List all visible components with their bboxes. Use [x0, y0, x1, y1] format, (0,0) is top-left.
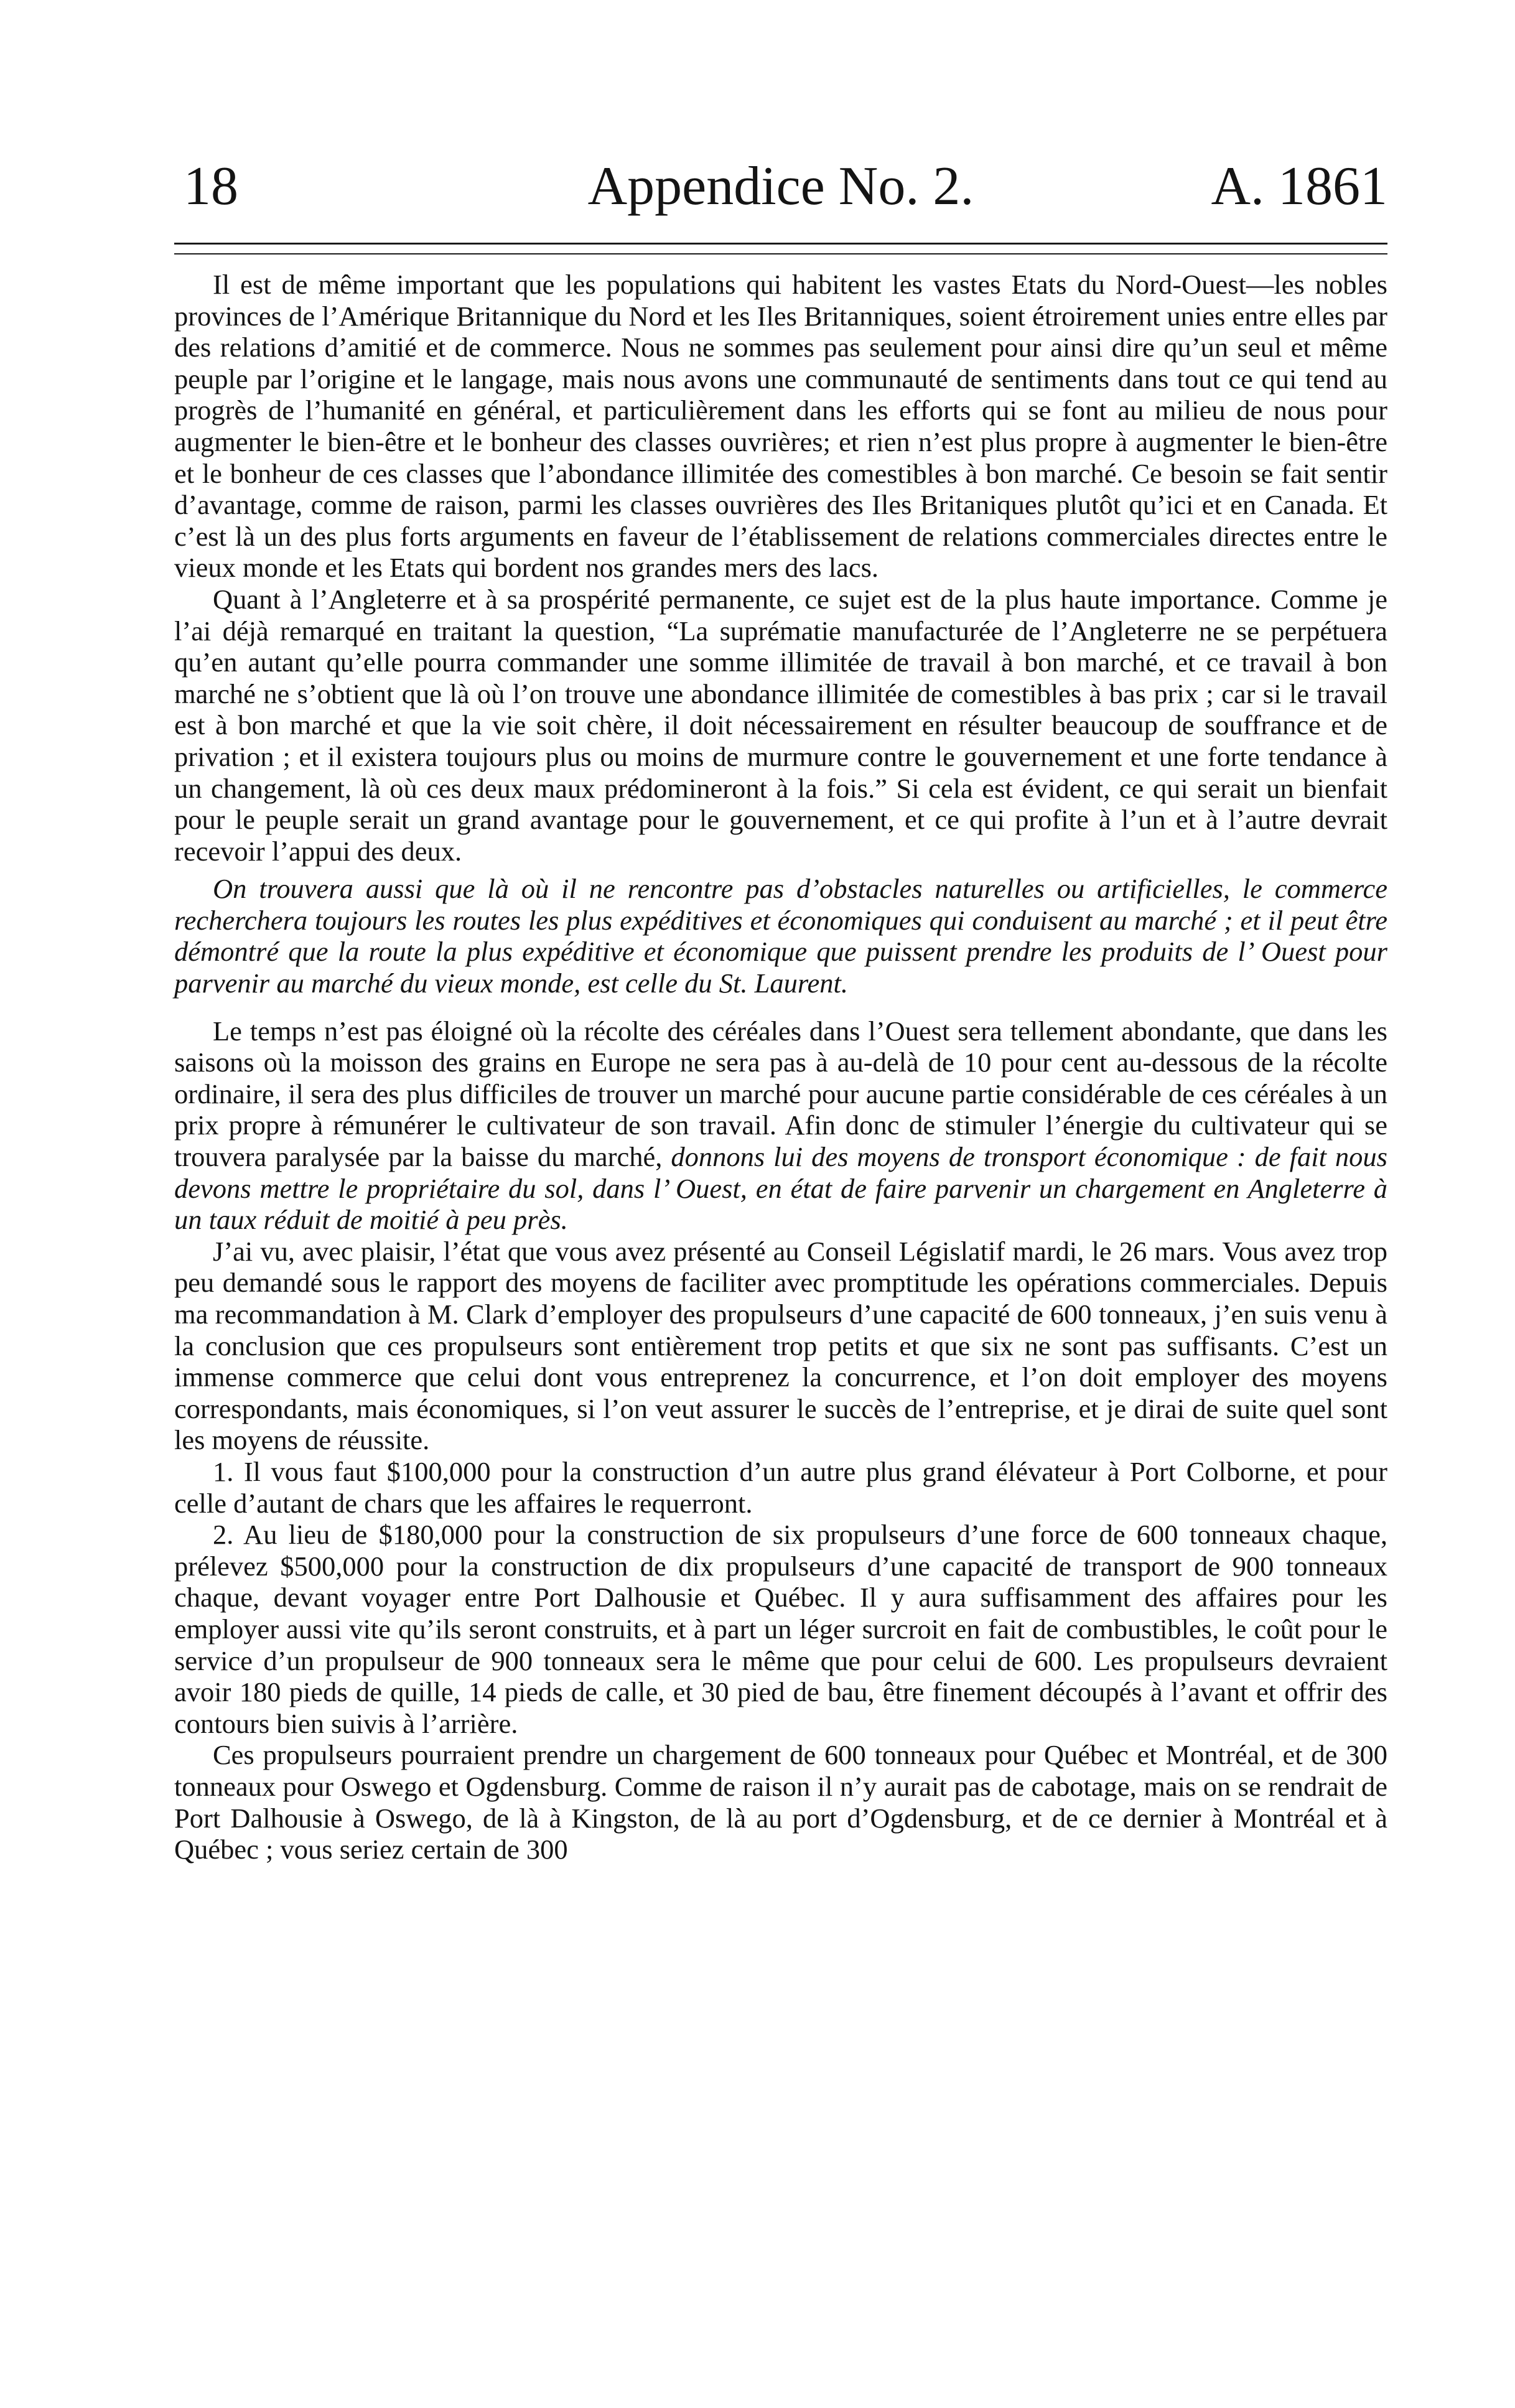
- paragraph: Ces propulseurs pourraient prendre un chargement de 600 tonneaux pour Québec et Montréal, et de 300 tonneaux pour Oswego et Ogdensburg. Comme de raison il n’y aurait pas de cabotage, mais on se rendrait de Port Dalhousie à Oswego, de là à Kingston, de là au port d’Ogdensburg, et de ce dernier à Montréal et à Québec ; vous seriez certain de 300: [174, 1739, 1387, 1865]
- page-year: A. 1861: [1211, 156, 1387, 217]
- list-item-2: 2. Au lieu de $180,000 pour la construction de six propulseurs d’une force de 600 tonneaux chaque, prélevez $500,000 pour la construction de dix propulseurs d’une capacité de transport de 900 tonneaux chaque, devant voyager entre Port Dalhousie et Québec. Il y aura suffisamment des affaires pour les employer aussi vite qu’ils seront construits, et à part un léger surcroit en fait de combustibles, le coût pour le service d’un propulseur de 900 tonneaux sera le même que pour celui de 600. Les propulseurs devraient avoir 180 pieds de quille, 14 pieds de calle, et 30 pied de bau, être finement découpés à l’avant et offrir des contours bien suivis à l’arrière.: [174, 1519, 1387, 1739]
- body-text: [174, 269, 1387, 1865]
- document-page: [174, 0, 1387, 2408]
- paragraph: Quant à l’Angleterre et à sa prospérité permanente, ce sujet est de la plus haute importance. Comme je l’ai déjà remarqué en traitant la question, “La suprématie manufacturée de l’Angleterre ne se perpétuera qu’en autant qu’elle pourra commander une somme illimitée de travail à bon marché, et ce travail à bon marché ne s’obtient que là où l’on trouve une abondance illimitée de comestibles à bas prix ; car si le travail est à bon marché et que la vie soit chère, il doit nécessairement en résulter beaucoup de souffrance et de privation ; et il existera toujours plus ou moins de murmure contre le gouvernement et une forte tendance à un changement, là où ces deux maux prédomineront à la fois.” Si cela est évident, ce qui serait un bienfait pour le peuple serait un grand avantage pour le gouvernement, et ce qui profite à l’un et à l’autre devrait recevoir l’appui des deux.: [174, 583, 1387, 867]
- header-double-rule: [174, 243, 1387, 254]
- paragraph: [174, 1015, 1387, 1236]
- page-title: Appendice No. 2.: [587, 156, 974, 217]
- paragraph: Il est de même important que les populations qui habitent les vastes Etats du Nord-Ouest—les nobles provinces de l’Amérique Britannique du Nord et les Iles Britanniques, soient étroirement unies entre elles par des relations d’amitié et de commerce. Nous ne sommes pas seulement pour ainsi dire qu’un seul et même peuple par l’origine et le langage, mais nous avons une communauté de sentiments dans tout ce qui tend au progrès de l’humanité en général, et particulièrement dans les efforts qui se font au milieu de nous pour augmenter le bien-être et le bonheur des classes ouvrières; et rien n’est plus propre à augmenter le bien-être et le bonheur de ces classes que l’abondance illimitée des comestibles à bon marché. Ce besoin se fait sentir d’avantage, comme de raison, parmi les classes ouvrières des Iles Britaniques plutôt qu’ici et en Canada. Et c’est là un des plus forts arguments en faveur de l’établissement de relations commerciales directes entre le vieux monde et les Etats qui bordent nos grandes mers des lacs.: [174, 269, 1388, 584]
- list-item-1: 1. Il vous faut $100,000 pour la construction d’un autre plus grand élévateur à Port Colborne, et pour celle d’autant de chars que les affaires le requerront.: [174, 1455, 1387, 1519]
- running-header: [174, 149, 1387, 224]
- paragraph-text: Le temps n’est pas éloigné où la récolte des céréales dans l’Ouest sera tellement abondante, que dans les saisons où la moisson des grains en Europe ne sera pas à au-delà de 10 pour cent au-dessous de la récolte ordinaire, il sera des plus difficiles de trouver un marché pour aucune partie considérable de ces céréales à un prix propre à rémunérer le cultivateur de son travail. Afin donc de stimuler l’énergie du cultivateur qui se trouvera paralysée par la baisse du marché,: [174, 1015, 1387, 1173]
- page-number: 18: [184, 156, 238, 217]
- paragraph-italic: On trouvera aussi que là où il ne rencontre pas d’obstacles naturelles ou artificielles, le commerce recherchera toujours les routes les plus expéditives et économiques qui conduisent au marché ; et il peut être démontré que la route la plus expéditive et économique que puissent prendre les produits de l’ Ouest pour parvenir au marché du vieux monde, est celle du St. Laurent.: [174, 873, 1387, 999]
- paragraph: J’ai vu, avec plaisir, l’état que vous avez présenté au Conseil Législatif mardi, le 26 mars. Vous avez trop peu demandé sous le rapport des moyens de faciliter avec promptitude les opérations commerciales. Depuis ma recommandation à M. Clark d’employer des propulseurs d’une capacité de 600 tonneaux, j’en suis venu à la conclusion que ces propulseurs sont entièrement trop petits et que six ne sont pas suffisants. C’est un immense commerce que celui dont vous entreprenez la concurrence, et l’on doit employer des moyens correspondants, mais économiques, si l’on veut assurer le succès de l’entreprise, et je dirai de suite quel sont les moyens de réussite.: [174, 1235, 1387, 1456]
- paragraph-emphasis: donnons lui des moyens de tronsport économique : de fait nous devons mettre le propriétaire du sol, dans l’ Ouest, en état de faire parvenir un chargement en Angleterre à un taux réduit de moitié à peu près.: [174, 1141, 1387, 1236]
